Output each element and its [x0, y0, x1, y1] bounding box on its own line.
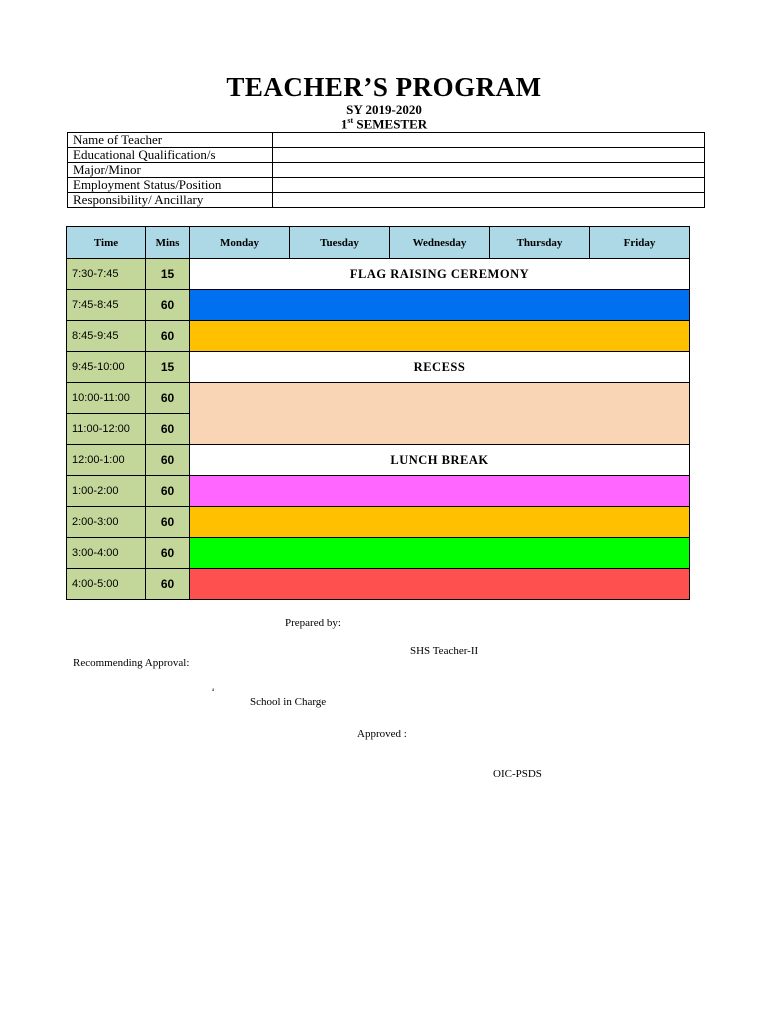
schedule-row: [67, 445, 690, 476]
schedule-row: [67, 569, 690, 600]
mins-cell: 60: [146, 414, 190, 445]
time-cell: 10:00-11:00: [67, 383, 146, 414]
info-row: [68, 133, 705, 148]
info-value: [273, 163, 705, 178]
info-row: [68, 178, 705, 193]
time-cell: 7:30-7:45: [67, 259, 146, 290]
info-row: [68, 193, 705, 208]
schedule-row: [67, 352, 690, 383]
time-cell: 8:45-9:45: [67, 321, 146, 352]
time-cell: 12:00-1:00: [67, 445, 146, 476]
info-label: Name of Teacher: [68, 133, 273, 148]
mins-cell: 60: [146, 507, 190, 538]
schedule-row: [67, 383, 690, 414]
header-wednesday: Wednesday: [390, 227, 490, 259]
header-time: Time: [67, 227, 146, 259]
header-monday: Monday: [190, 227, 290, 259]
mins-cell: 15: [146, 259, 190, 290]
info-value: [273, 133, 705, 148]
time-cell: 9:45-10:00: [67, 352, 146, 383]
event-recess: RECESS: [190, 352, 690, 383]
mins-cell: 60: [146, 383, 190, 414]
small-mark: a: [212, 688, 215, 693]
semester-ordinal: 1: [340, 116, 348, 132]
class-block-green: [190, 538, 690, 569]
time-cell: 7:45-8:45: [67, 290, 146, 321]
info-row: [68, 163, 705, 178]
time-cell: 1:00-2:00: [67, 476, 146, 507]
info-label: Major/Minor: [68, 163, 273, 178]
schedule-row: [67, 259, 690, 290]
info-label: Educational Qualification/s: [68, 148, 273, 163]
class-block-peach: [190, 383, 690, 445]
class-block-blue: [190, 290, 690, 321]
info-value: [273, 193, 705, 208]
semester-word: SEMESTER: [356, 116, 428, 132]
oic-psds-title: OIC-PSDS: [493, 768, 542, 780]
class-block-red: [190, 569, 690, 600]
shs-teacher-title: SHS Teacher-II: [410, 645, 479, 657]
school-in-charge-title: School in Charge: [250, 696, 327, 708]
time-cell: 3:00-4:00: [67, 538, 146, 569]
recommending-approval-label: Recommending Approval:: [73, 657, 190, 669]
school-year: SY 2019-2020: [346, 102, 422, 117]
header-thursday: Thursday: [490, 227, 590, 259]
info-row: [68, 148, 705, 163]
info-value: [273, 148, 705, 163]
header-tuesday: Tuesday: [290, 227, 390, 259]
info-value: [273, 178, 705, 193]
event-flag-raising: FLAG RAISING CEREMONY: [190, 259, 690, 290]
mins-cell: 60: [146, 569, 190, 600]
schedule-row: [67, 476, 690, 507]
schedule-row: [67, 290, 690, 321]
schedule-row: [67, 538, 690, 569]
time-cell: 2:00-3:00: [67, 507, 146, 538]
mins-cell: 60: [146, 445, 190, 476]
class-block-magenta: [190, 476, 690, 507]
schedule-row: [67, 321, 690, 352]
info-label: Employment Status/Position: [68, 178, 273, 193]
prepared-by-label: Prepared by:: [285, 617, 341, 629]
semester-suffix: st: [347, 116, 354, 125]
mins-cell: 60: [146, 321, 190, 352]
info-label: Responsibility/ Ancillary: [68, 193, 273, 208]
mins-cell: 60: [146, 538, 190, 569]
semester: [0, 116, 768, 132]
schedule-table: [66, 226, 690, 600]
mins-cell: 60: [146, 290, 190, 321]
time-cell: 11:00-12:00: [67, 414, 146, 445]
teacher-info-table: [67, 132, 705, 208]
mins-cell: 60: [146, 476, 190, 507]
class-block-orange: [190, 321, 690, 352]
event-lunch-break: LUNCH BREAK: [190, 445, 690, 476]
class-block-orange: [190, 507, 690, 538]
schedule-header-row: [67, 227, 690, 259]
page-title: TEACHER’S PROGRAM: [226, 72, 542, 102]
approved-label: Approved :: [357, 728, 407, 740]
time-cell: 4:00-5:00: [67, 569, 146, 600]
mins-cell: 15: [146, 352, 190, 383]
schedule-row: [67, 507, 690, 538]
header-mins: Mins: [146, 227, 190, 259]
header-friday: Friday: [590, 227, 690, 259]
